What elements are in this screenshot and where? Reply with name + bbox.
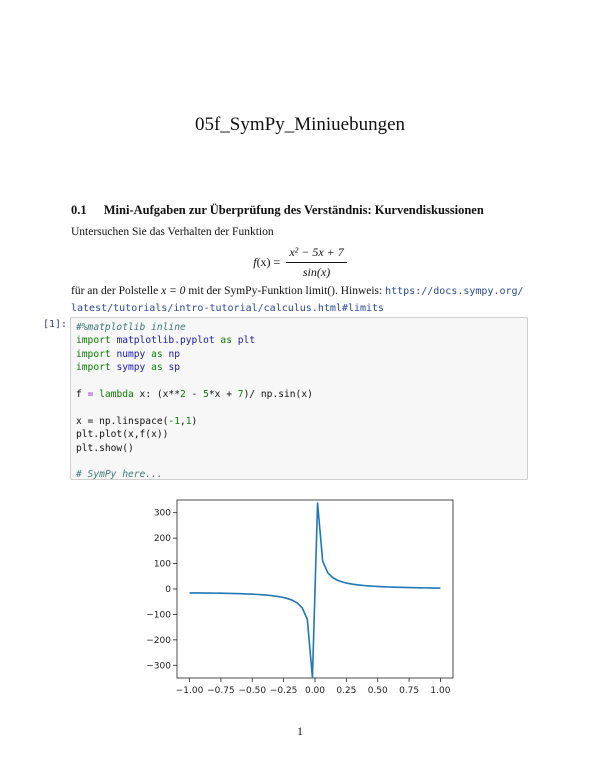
formula-lhs: [253, 255, 280, 270]
code-line: #%matplotlib inline: [76, 322, 186, 333]
x-tick-label: 0.25: [336, 686, 357, 696]
x-tick-label: 1.00: [430, 686, 451, 696]
code-cell[interactable]: [70, 317, 528, 480]
intro-text: Untersuchen Sie das Verhalten der Funktion: [71, 226, 274, 238]
paragraph-text-1: für an der Polstelle: [71, 285, 162, 297]
code-line: import sympy as sp: [76, 362, 181, 374]
code-line: import matplotlib.pyplot as plt: [76, 335, 256, 347]
task-paragraph: [71, 283, 533, 317]
code-line: x = np.linspace(-1,1): [76, 415, 198, 427]
cell-prompt: [1]:: [43, 319, 68, 330]
formula-denominator: sin(x): [302, 265, 331, 279]
x-tick-label: 0.75: [399, 686, 420, 696]
formula: [0, 245, 600, 280]
code-line: import numpy as np: [76, 348, 181, 360]
y-tick-label: 0: [165, 585, 171, 595]
document-title: 05f_SymPy_Miniuebungen: [194, 114, 406, 135]
formula-arg: (x) =: [256, 255, 281, 269]
section-title: Mini-Aufgaben zur Überprüfung des Verständnis: Kurvendiskussionen: [103, 203, 484, 217]
section-heading: [71, 203, 484, 218]
formula-fraction: [286, 245, 346, 280]
code-line: plt.plot(x,f(x)): [76, 429, 169, 441]
page-number: 1: [297, 724, 303, 738]
paragraph-text-2: mit der SymPy-Funktion limit(). Hinweis:: [185, 285, 386, 297]
x-tick-label: −0.75: [207, 686, 235, 696]
y-tick-label: 300: [153, 508, 171, 519]
code-line: plt.show(): [76, 442, 134, 454]
code-line: [76, 455, 522, 468]
output-chart: [140, 494, 460, 700]
x-tick-label: −0.50: [238, 686, 267, 696]
y-tick-label: 100: [153, 559, 171, 570]
x-tick-label: −1.00: [175, 686, 204, 696]
code-line: # SymPy here...: [76, 469, 163, 481]
doc-link-part1[interactable]: https://docs.sympy.org/: [385, 286, 524, 297]
y-tick-label: −200: [146, 635, 171, 646]
code-line: [76, 375, 522, 388]
y-tick-label: 200: [153, 534, 171, 545]
formula-numerator: x² − 5x + 7: [286, 245, 346, 263]
y-tick-label: −300: [146, 661, 171, 672]
y-tick-label: −100: [146, 610, 171, 621]
x-tick-label: 0.00: [304, 686, 326, 696]
formula-f: f: [253, 255, 257, 269]
section-number: 0.1: [71, 203, 87, 217]
paragraph-math: x = 0: [161, 285, 186, 297]
series-line: [190, 503, 441, 677]
line-chart: [140, 494, 460, 700]
x-tick-label: −0.25: [269, 686, 298, 696]
doc-link-part2[interactable]: latest/tutorials/intro-tutorial/calculus.html#limits: [71, 303, 385, 314]
x-tick-label: 0.50: [367, 686, 388, 696]
code-line: [76, 401, 522, 414]
code-line: f = lambda x: (x**2 - 5*x + 7)/ np.sin(x): [76, 388, 313, 400]
